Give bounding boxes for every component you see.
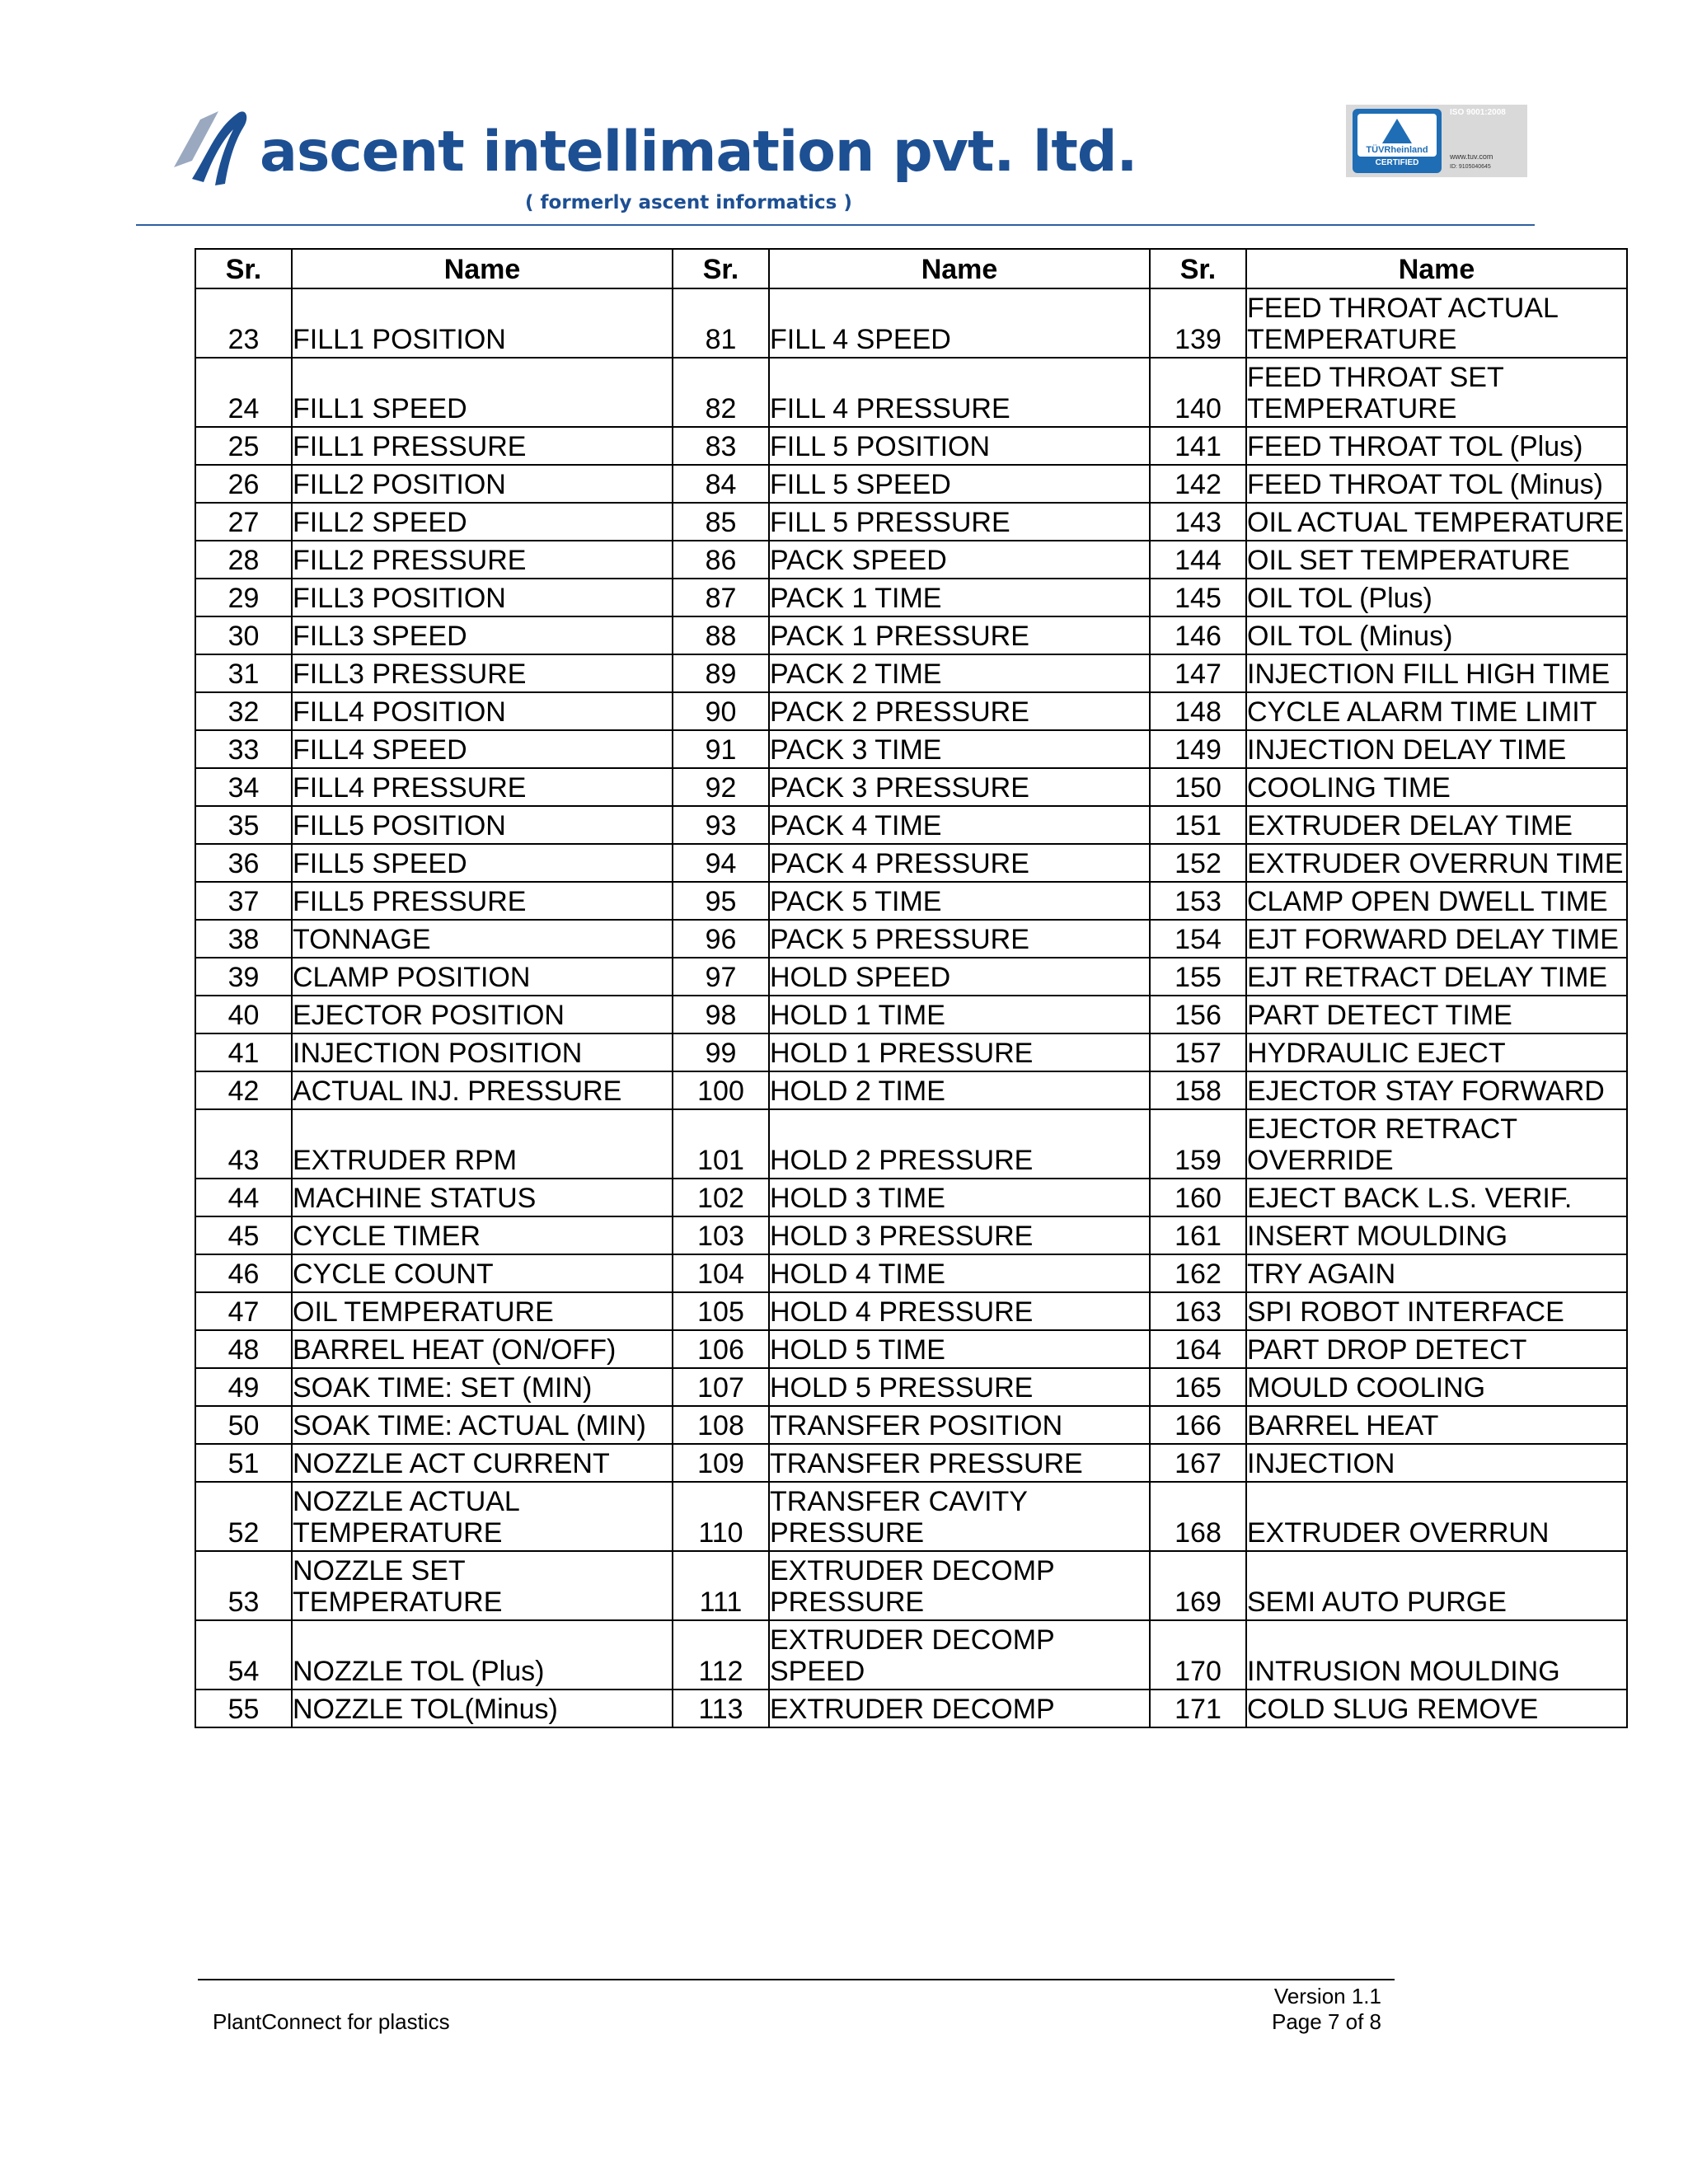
- serial-number-cell: 83: [673, 427, 769, 465]
- column-header-name: Name: [292, 249, 673, 288]
- parameter-name-cell: FILL2 POSITION: [292, 465, 673, 503]
- parameter-name-cell: SOAK TIME: ACTUAL (MIN): [292, 1406, 673, 1444]
- serial-number-cell: 84: [673, 465, 769, 503]
- table-row: [195, 1033, 1627, 1071]
- parameter-name-cell: PACK 5 TIME: [769, 882, 1150, 920]
- parameter-name-cell: CYCLE TIMER: [292, 1216, 673, 1254]
- parameter-name-cell: COLD SLUG REMOVE: [1246, 1690, 1627, 1727]
- parameter-name-cell: EJECTOR STAY FORWARD: [1246, 1071, 1627, 1109]
- company-former-name: ( formerly ascent informatics ): [525, 192, 852, 213]
- column-header-sr: Sr.: [195, 249, 292, 288]
- serial-number-cell: 103: [673, 1216, 769, 1254]
- serial-number-cell: 142: [1150, 465, 1246, 503]
- serial-number-cell: 38: [195, 920, 292, 958]
- parameter-name-cell: FILL3 POSITION: [292, 579, 673, 616]
- serial-number-cell: 168: [1150, 1482, 1246, 1551]
- parameter-name-cell: PACK 4 PRESSURE: [769, 844, 1150, 882]
- parameter-name-cell: HOLD 1 TIME: [769, 996, 1150, 1033]
- serial-number-cell: 105: [673, 1292, 769, 1330]
- table-row: [195, 806, 1627, 844]
- parameter-name-cell: HOLD 4 TIME: [769, 1254, 1150, 1292]
- table-row: [195, 654, 1627, 692]
- parameter-name-cell: MACHINE STATUS: [292, 1179, 673, 1216]
- serial-number-cell: 147: [1150, 654, 1246, 692]
- parameter-name-cell: BARREL HEAT (ON/OFF): [292, 1330, 673, 1368]
- parameter-name-cell: INJECTION: [1246, 1444, 1627, 1482]
- parameter-name-cell: FILL 5 PRESSURE: [769, 503, 1150, 541]
- serial-number-cell: 96: [673, 920, 769, 958]
- table-row: [195, 1071, 1627, 1109]
- serial-number-cell: 102: [673, 1179, 769, 1216]
- cert-url: www.tuv.com: [1450, 152, 1493, 161]
- cert-brand: TÜVRheinland: [1366, 145, 1428, 155]
- serial-number-cell: 33: [195, 730, 292, 768]
- parameter-name-cell: INJECTION FILL HIGH TIME: [1246, 654, 1627, 692]
- parameter-name-cell: FILL5 PRESSURE: [292, 882, 673, 920]
- serial-number-cell: 140: [1150, 358, 1246, 427]
- parameter-name-cell: HYDRAULIC EJECT: [1246, 1033, 1627, 1071]
- parameter-name-cell: INSERT MOULDING: [1246, 1216, 1627, 1254]
- serial-number-cell: 149: [1150, 730, 1246, 768]
- footer-product-name: PlantConnect for plastics: [213, 2009, 450, 2034]
- parameter-name-cell: FILL1 SPEED: [292, 358, 673, 427]
- company-name: ascent intellimation pvt. ltd.: [260, 120, 1137, 185]
- parameter-name-cell: NOZZLE ACT CURRENT: [292, 1444, 673, 1482]
- parameter-name-cell: HOLD 4 PRESSURE: [769, 1292, 1150, 1330]
- footer-version: Version 1.1: [1273, 1984, 1381, 2008]
- serial-number-cell: 97: [673, 958, 769, 996]
- table-row: [195, 465, 1627, 503]
- parameter-name-cell: FEED THROAT ACTUAL TEMPERATURE: [1246, 288, 1627, 358]
- serial-number-cell: 169: [1150, 1551, 1246, 1620]
- table-row: [195, 844, 1627, 882]
- parameter-name-cell: PART DROP DETECT: [1246, 1330, 1627, 1368]
- serial-number-cell: 52: [195, 1482, 292, 1551]
- parameter-name-cell: FILL4 SPEED: [292, 730, 673, 768]
- parameter-name-cell: EXTRUDER OVERRUN: [1246, 1482, 1627, 1551]
- parameter-name-cell: INJECTION DELAY TIME: [1246, 730, 1627, 768]
- parameter-name-cell: FILL 4 SPEED: [769, 288, 1150, 358]
- serial-number-cell: 50: [195, 1406, 292, 1444]
- serial-number-cell: 113: [673, 1690, 769, 1727]
- serial-number-cell: 139: [1150, 288, 1246, 358]
- column-header-name: Name: [1246, 249, 1627, 288]
- serial-number-cell: 100: [673, 1071, 769, 1109]
- table-row: [195, 579, 1627, 616]
- serial-number-cell: 108: [673, 1406, 769, 1444]
- serial-number-cell: 143: [1150, 503, 1246, 541]
- parameter-name-cell: FILL1 POSITION: [292, 288, 673, 358]
- table-row: [195, 1551, 1627, 1620]
- serial-number-cell: 25: [195, 427, 292, 465]
- serial-number-cell: 39: [195, 958, 292, 996]
- serial-number-cell: 107: [673, 1368, 769, 1406]
- table-row: [195, 616, 1627, 654]
- parameter-name-cell: HOLD 1 PRESSURE: [769, 1033, 1150, 1071]
- header-divider: [136, 224, 1535, 226]
- parameter-name-cell: NOZZLE TOL (Plus): [292, 1620, 673, 1690]
- parameter-name-cell: EXTRUDER DECOMP: [769, 1690, 1150, 1727]
- serial-number-cell: 29: [195, 579, 292, 616]
- table-header-row: [195, 249, 1627, 288]
- serial-number-cell: 47: [195, 1292, 292, 1330]
- parameter-name-cell: CYCLE COUNT: [292, 1254, 673, 1292]
- parameter-name-cell: HOLD 2 PRESSURE: [769, 1109, 1150, 1179]
- parameter-name-cell: TRANSFER CAVITY PRESSURE: [769, 1482, 1150, 1551]
- tuv-triangle-icon: [1382, 119, 1412, 143]
- parameter-name-cell: EXTRUDER DELAY TIME: [1246, 806, 1627, 844]
- parameter-name-cell: PACK 3 TIME: [769, 730, 1150, 768]
- table-row: [195, 503, 1627, 541]
- parameter-name-cell: NOZZLE ACTUAL TEMPERATURE: [292, 1482, 673, 1551]
- serial-number-cell: 82: [673, 358, 769, 427]
- parameter-name-cell: FILL4 POSITION: [292, 692, 673, 730]
- table-row: [195, 358, 1627, 427]
- serial-number-cell: 88: [673, 616, 769, 654]
- parameter-name-cell: OIL ACTUAL TEMPERATURE: [1246, 503, 1627, 541]
- parameter-name-cell: PACK SPEED: [769, 541, 1150, 579]
- table-row: [195, 1292, 1627, 1330]
- table-row: [195, 1216, 1627, 1254]
- serial-number-cell: 93: [673, 806, 769, 844]
- table-row: [195, 768, 1627, 806]
- parameter-name-cell: HOLD 5 TIME: [769, 1330, 1150, 1368]
- serial-number-cell: 104: [673, 1254, 769, 1292]
- serial-number-cell: 30: [195, 616, 292, 654]
- serial-number-cell: 94: [673, 844, 769, 882]
- parameter-name-cell: EJECTOR POSITION: [292, 996, 673, 1033]
- serial-number-cell: 53: [195, 1551, 292, 1620]
- serial-number-cell: 85: [673, 503, 769, 541]
- serial-number-cell: 150: [1150, 768, 1246, 806]
- parameter-name-cell: EJT RETRACT DELAY TIME: [1246, 958, 1627, 996]
- parameter-name-cell: EXTRUDER DECOMP PRESSURE: [769, 1551, 1150, 1620]
- serial-number-cell: 43: [195, 1109, 292, 1179]
- serial-number-cell: 141: [1150, 427, 1246, 465]
- serial-number-cell: 26: [195, 465, 292, 503]
- table-row: [195, 1179, 1627, 1216]
- table-row: [195, 730, 1627, 768]
- parameter-name-cell: OIL TOL (Plus): [1246, 579, 1627, 616]
- serial-number-cell: 151: [1150, 806, 1246, 844]
- parameter-name-cell: FEED THROAT TOL (Plus): [1246, 427, 1627, 465]
- company-logo-icon: [167, 103, 250, 194]
- table-row: [195, 958, 1627, 996]
- serial-number-cell: 111: [673, 1551, 769, 1620]
- serial-number-cell: 27: [195, 503, 292, 541]
- column-header-sr: Sr.: [673, 249, 769, 288]
- cert-label: CERTIFIED: [1375, 158, 1419, 167]
- table-row: [195, 1444, 1627, 1482]
- parameter-name-cell: FILL4 PRESSURE: [292, 768, 673, 806]
- serial-number-cell: 54: [195, 1620, 292, 1690]
- serial-number-cell: 91: [673, 730, 769, 768]
- parameter-name-cell: FEED THROAT SET TEMPERATURE: [1246, 358, 1627, 427]
- serial-number-cell: 144: [1150, 541, 1246, 579]
- parameter-name-cell: TRANSFER PRESSURE: [769, 1444, 1150, 1482]
- parameter-name-cell: HOLD 3 TIME: [769, 1179, 1150, 1216]
- table-row: [195, 1368, 1627, 1406]
- table-body: [195, 288, 1627, 1727]
- serial-number-cell: 167: [1150, 1444, 1246, 1482]
- parameter-name-cell: OIL TOL (Minus): [1246, 616, 1627, 654]
- parameter-name-cell: PACK 4 TIME: [769, 806, 1150, 844]
- parameter-name-cell: FILL1 PRESSURE: [292, 427, 673, 465]
- serial-number-cell: 32: [195, 692, 292, 730]
- parameter-name-cell: HOLD 3 PRESSURE: [769, 1216, 1150, 1254]
- serial-number-cell: 45: [195, 1216, 292, 1254]
- parameter-name-cell: PACK 3 PRESSURE: [769, 768, 1150, 806]
- column-header-name: Name: [769, 249, 1150, 288]
- serial-number-cell: 162: [1150, 1254, 1246, 1292]
- parameter-name-cell: HOLD SPEED: [769, 958, 1150, 996]
- table-row: [195, 1690, 1627, 1727]
- parameter-name-cell: FILL2 SPEED: [292, 503, 673, 541]
- cert-id: ID: 9105040645: [1450, 164, 1491, 170]
- parameter-name-cell: PART DETECT TIME: [1246, 996, 1627, 1033]
- serial-number-cell: 49: [195, 1368, 292, 1406]
- parameter-name-cell: PACK 1 TIME: [769, 579, 1150, 616]
- parameter-name-cell: SOAK TIME: SET (MIN): [292, 1368, 673, 1406]
- parameter-name-cell: NOZZLE SET TEMPERATURE: [292, 1551, 673, 1620]
- serial-number-cell: 164: [1150, 1330, 1246, 1368]
- parameter-name-cell: PACK 2 PRESSURE: [769, 692, 1150, 730]
- table-row: [195, 1109, 1627, 1179]
- serial-number-cell: 87: [673, 579, 769, 616]
- table-row: [195, 288, 1627, 358]
- serial-number-cell: 41: [195, 1033, 292, 1071]
- serial-number-cell: 170: [1150, 1620, 1246, 1690]
- serial-number-cell: 146: [1150, 616, 1246, 654]
- serial-number-cell: 112: [673, 1620, 769, 1690]
- serial-number-cell: 171: [1150, 1690, 1246, 1727]
- parameter-name-cell: EXTRUDER OVERRUN TIME: [1246, 844, 1627, 882]
- parameter-name-cell: EJECT BACK L.S. VERIF.: [1246, 1179, 1627, 1216]
- parameter-name-cell: TRY AGAIN: [1246, 1254, 1627, 1292]
- serial-number-cell: 55: [195, 1690, 292, 1727]
- serial-number-cell: 101: [673, 1109, 769, 1179]
- parameter-name-cell: EJECTOR RETRACT OVERRIDE: [1246, 1109, 1627, 1179]
- table-row: [195, 996, 1627, 1033]
- table-row: [195, 920, 1627, 958]
- serial-number-cell: 163: [1150, 1292, 1246, 1330]
- table-row: [195, 1406, 1627, 1444]
- parameter-name-cell: EXTRUDER DECOMP SPEED: [769, 1620, 1150, 1690]
- parameter-name-cell: CLAMP OPEN DWELL TIME: [1246, 882, 1627, 920]
- serial-number-cell: 99: [673, 1033, 769, 1071]
- serial-number-cell: 42: [195, 1071, 292, 1109]
- serial-number-cell: 166: [1150, 1406, 1246, 1444]
- serial-number-cell: 158: [1150, 1071, 1246, 1109]
- cert-iso: ISO 9001:2008: [1450, 108, 1506, 117]
- serial-number-cell: 46: [195, 1254, 292, 1292]
- serial-number-cell: 44: [195, 1179, 292, 1216]
- serial-number-cell: 28: [195, 541, 292, 579]
- parameter-name-cell: PACK 2 TIME: [769, 654, 1150, 692]
- parameter-name-cell: TRANSFER POSITION: [769, 1406, 1150, 1444]
- parameter-table: [195, 248, 1628, 1728]
- serial-number-cell: 98: [673, 996, 769, 1033]
- parameter-name-cell: TONNAGE: [292, 920, 673, 958]
- serial-number-cell: 24: [195, 358, 292, 427]
- serial-number-cell: 89: [673, 654, 769, 692]
- parameter-name-cell: COOLING TIME: [1246, 768, 1627, 806]
- parameter-name-cell: EXTRUDER RPM: [292, 1109, 673, 1179]
- serial-number-cell: 153: [1150, 882, 1246, 920]
- serial-number-cell: 148: [1150, 692, 1246, 730]
- serial-number-cell: 145: [1150, 579, 1246, 616]
- parameter-name-cell: SEMI AUTO PURGE: [1246, 1551, 1627, 1620]
- serial-number-cell: 95: [673, 882, 769, 920]
- parameter-name-cell: SPI ROBOT INTERFACE: [1246, 1292, 1627, 1330]
- parameter-name-cell: EJT FORWARD DELAY TIME: [1246, 920, 1627, 958]
- parameter-name-cell: PACK 5 PRESSURE: [769, 920, 1150, 958]
- serial-number-cell: 36: [195, 844, 292, 882]
- parameter-name-cell: INJECTION POSITION: [292, 1033, 673, 1071]
- table-row: [195, 1482, 1627, 1551]
- footer-divider: [198, 1979, 1395, 1980]
- parameter-name-cell: OIL SET TEMPERATURE: [1246, 541, 1627, 579]
- parameter-name-cell: FILL5 POSITION: [292, 806, 673, 844]
- serial-number-cell: 165: [1150, 1368, 1246, 1406]
- serial-number-cell: 156: [1150, 996, 1246, 1033]
- serial-number-cell: 110: [673, 1482, 769, 1551]
- serial-number-cell: 92: [673, 768, 769, 806]
- table-row: [195, 1330, 1627, 1368]
- parameter-name-cell: MOULD COOLING: [1246, 1368, 1627, 1406]
- parameter-name-cell: PACK 1 PRESSURE: [769, 616, 1150, 654]
- table-row: [195, 692, 1627, 730]
- serial-number-cell: 160: [1150, 1179, 1246, 1216]
- parameter-name-cell: FILL3 SPEED: [292, 616, 673, 654]
- serial-number-cell: 86: [673, 541, 769, 579]
- page-header: [136, 95, 1537, 227]
- parameter-name-cell: NOZZLE TOL(Minus): [292, 1690, 673, 1727]
- serial-number-cell: 90: [673, 692, 769, 730]
- table-row: [195, 1254, 1627, 1292]
- parameter-name-cell: ACTUAL INJ. PRESSURE: [292, 1071, 673, 1109]
- footer-page-number: Page 7 of 8: [1272, 2009, 1381, 2034]
- serial-number-cell: 155: [1150, 958, 1246, 996]
- parameter-name-cell: FILL 5 SPEED: [769, 465, 1150, 503]
- parameter-name-cell: CYCLE ALARM TIME LIMIT: [1246, 692, 1627, 730]
- serial-number-cell: 34: [195, 768, 292, 806]
- serial-number-cell: 106: [673, 1330, 769, 1368]
- serial-number-cell: 31: [195, 654, 292, 692]
- serial-number-cell: 48: [195, 1330, 292, 1368]
- parameter-name-cell: FILL3 PRESSURE: [292, 654, 673, 692]
- serial-number-cell: 81: [673, 288, 769, 358]
- serial-number-cell: 109: [673, 1444, 769, 1482]
- parameter-name-cell: FILL2 PRESSURE: [292, 541, 673, 579]
- table-row: [195, 541, 1627, 579]
- parameter-name-cell: OIL TEMPERATURE: [292, 1292, 673, 1330]
- parameter-name-cell: INTRUSION MOULDING: [1246, 1620, 1627, 1690]
- parameter-name-cell: FEED THROAT TOL (Minus): [1246, 465, 1627, 503]
- parameter-name-cell: HOLD 5 PRESSURE: [769, 1368, 1150, 1406]
- serial-number-cell: 23: [195, 288, 292, 358]
- serial-number-cell: 161: [1150, 1216, 1246, 1254]
- parameter-name-cell: FILL 5 POSITION: [769, 427, 1150, 465]
- serial-number-cell: 154: [1150, 920, 1246, 958]
- column-header-sr: Sr.: [1150, 249, 1246, 288]
- serial-number-cell: 159: [1150, 1109, 1246, 1179]
- serial-number-cell: 157: [1150, 1033, 1246, 1071]
- serial-number-cell: 51: [195, 1444, 292, 1482]
- serial-number-cell: 40: [195, 996, 292, 1033]
- table-row: [195, 882, 1627, 920]
- parameter-name-cell: BARREL HEAT: [1246, 1406, 1627, 1444]
- serial-number-cell: 35: [195, 806, 292, 844]
- serial-number-cell: 37: [195, 882, 292, 920]
- table-row: [195, 427, 1627, 465]
- parameter-name-cell: FILL 4 PRESSURE: [769, 358, 1150, 427]
- certification-badge: [1346, 105, 1527, 177]
- parameter-name-cell: HOLD 2 TIME: [769, 1071, 1150, 1109]
- table-row: [195, 1620, 1627, 1690]
- parameter-name-cell: CLAMP POSITION: [292, 958, 673, 996]
- serial-number-cell: 152: [1150, 844, 1246, 882]
- parameter-name-cell: FILL5 SPEED: [292, 844, 673, 882]
